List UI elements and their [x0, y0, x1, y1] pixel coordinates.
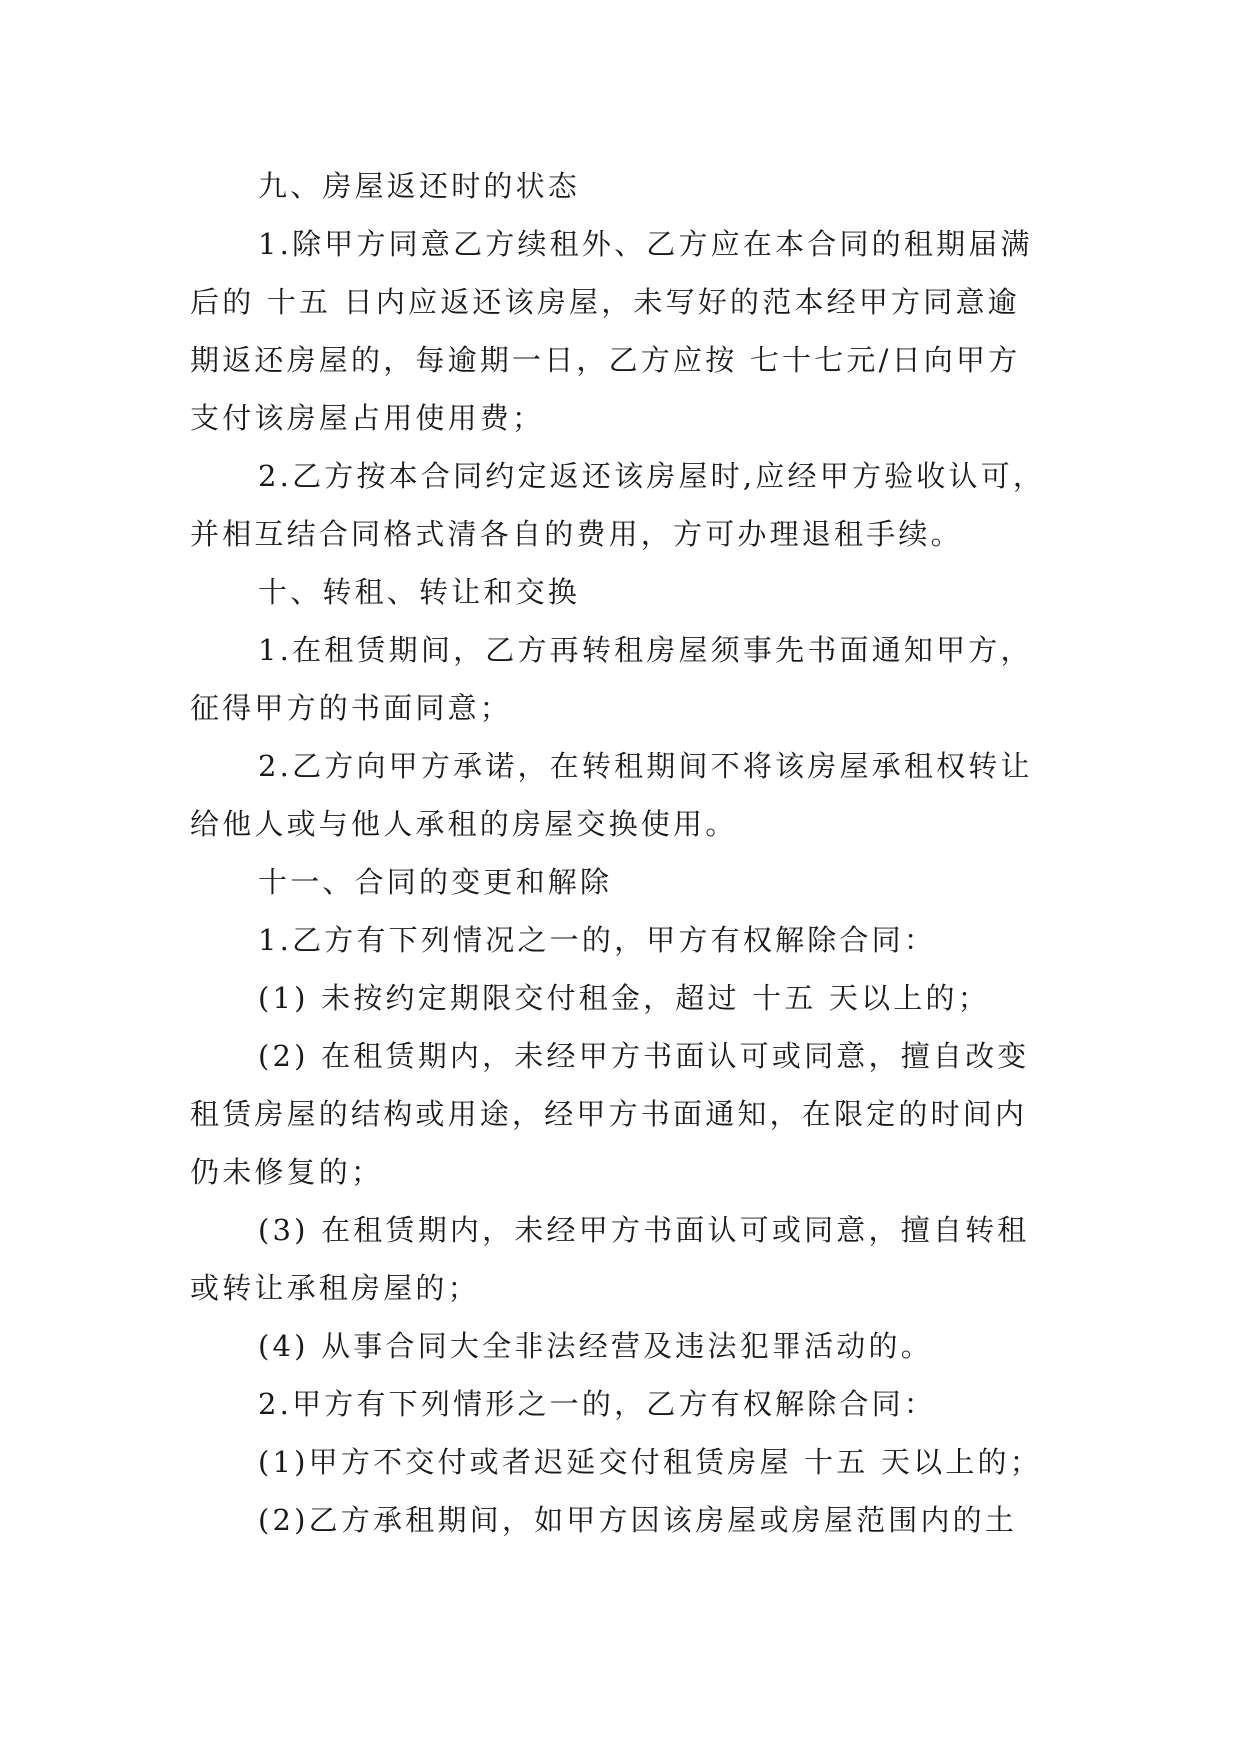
- section-heading-10: 十、转租、转让和交换: [258, 575, 581, 609]
- paragraph-line: 后的 十五 日内应返还该房屋，未写好的范本经甲方同意逾: [190, 285, 1020, 319]
- section-heading-9: 九、房屋返还时的状态: [258, 169, 581, 203]
- paragraph-line: 2.乙方按本合同约定返还该房屋时,应经甲方验收认可，: [258, 459, 1046, 493]
- paragraph-line: 租赁房屋的结构或用途，经甲方书面通知，在限定的时间内: [190, 1097, 1028, 1131]
- list-item: (2) 在租赁期内，未经甲方书面认可或同意，擅自改变: [258, 1039, 1030, 1073]
- section-heading-11: 十一、合同的变更和解除: [258, 865, 613, 899]
- paragraph-line: 1.乙方有下列情况之一的，甲方有权解除合同：: [258, 923, 937, 957]
- paragraph-line: 期返还房屋的，每逾期一日，乙方应按 七十七元/日向甲方: [190, 343, 1021, 377]
- list-item: (2)乙方承租期间，如甲方因该房屋或房屋范围内的土: [258, 1503, 1018, 1537]
- paragraph-line: 给他人或与他人承租的房屋交换使用。: [190, 807, 738, 841]
- paragraph-line: 2.乙方向甲方承诺，在转租期间不将该房屋承租权转让: [258, 749, 1033, 783]
- list-item: (3) 在租赁期内，未经甲方书面认可或同意，擅自转租: [258, 1213, 1030, 1247]
- list-item: (1) 未按约定期限交付租金，超过 十五 天以上的；: [258, 981, 990, 1015]
- list-item: (4) 从事合同大全非法经营及违法犯罪活动的。: [258, 1329, 933, 1363]
- paragraph-line: 支付该房屋占用使用费；: [190, 401, 545, 435]
- paragraph-line: 征得甲方的书面同意；: [190, 691, 513, 725]
- paragraph-line: 并相互结合同格式清各自的费用，方可办理退租手续。: [190, 517, 963, 551]
- paragraph-line: 2.甲方有下列情形之一的，乙方有权解除合同：: [258, 1387, 937, 1421]
- paragraph-line: 1.在租赁期间，乙方再转租房屋须事先书面通知甲方，: [258, 633, 1033, 667]
- paragraph-line: 1.除甲方同意乙方续租外、乙方应在本合同的租期届满: [258, 227, 1033, 261]
- paragraph-line: 仍未修复的；: [190, 1155, 384, 1189]
- list-item: (1)甲方不交付或者迟延交付租赁房屋 十五 天以上的；: [258, 1445, 1042, 1479]
- paragraph-line: 或转让承租房屋的；: [190, 1271, 480, 1305]
